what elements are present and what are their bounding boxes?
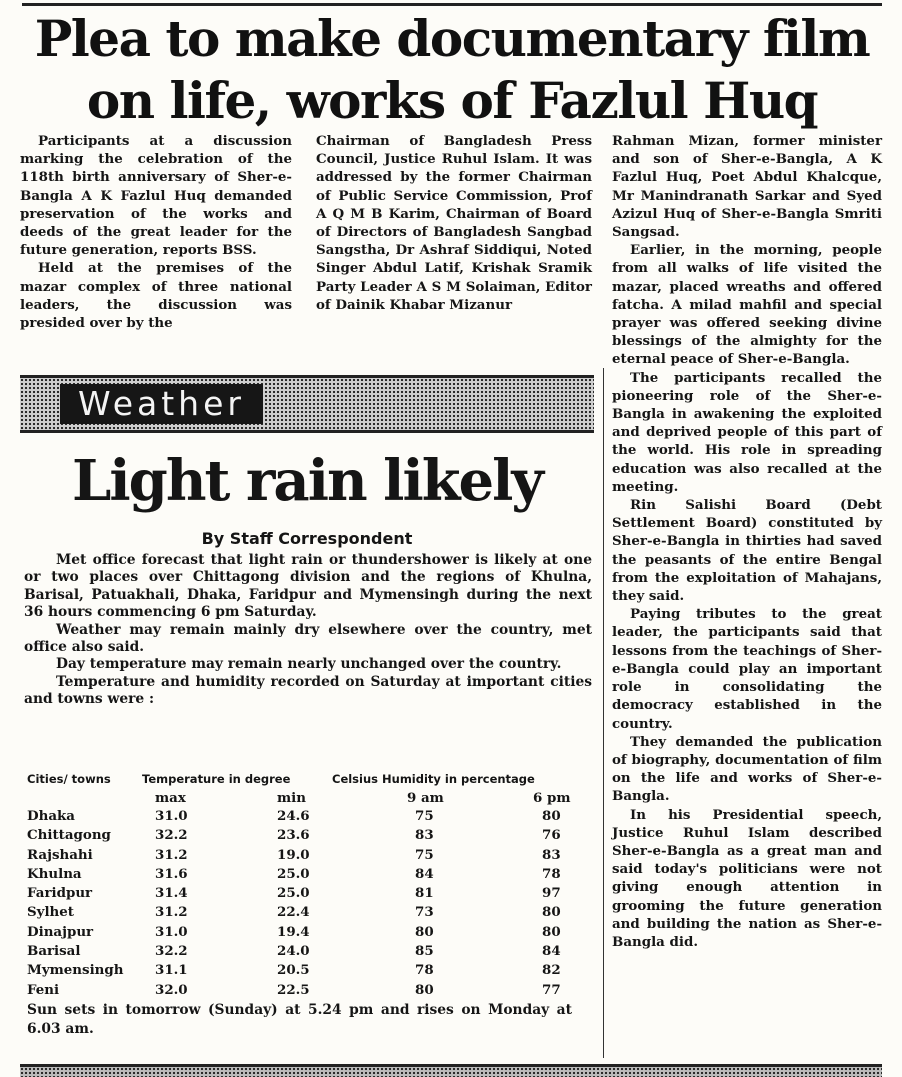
min-temp-cell: 22.4	[277, 904, 310, 921]
humidity-9am-cell: 85	[415, 943, 434, 960]
humidity-9am-cell: 81	[415, 885, 434, 902]
max-temp-cell: 31.0	[155, 923, 188, 940]
min-temp-cell: 25.0	[277, 865, 310, 882]
subheader-6pm: 6 pm	[533, 790, 571, 806]
table-subheader	[27, 790, 572, 808]
min-temp-cell: 23.6	[277, 827, 310, 844]
humidity-6pm-cell: 97	[542, 885, 561, 902]
humidity-9am-cell: 78	[415, 962, 434, 979]
max-temp-cell: 32.0	[155, 981, 188, 998]
article-headline	[20, 8, 884, 132]
weather-paragraph: Met office forecast that light rain or thundershower is likely at one or two places over Chittagong division and the regions of Khulna, Barisal, Patuakhali, Dhaka, Faridpur and Mymensingh during the next 36 hours commencing 6 pm Saturday.	[24, 552, 592, 621]
humidity-6pm-cell: 83	[542, 846, 561, 863]
city-cell: Mymensingh	[27, 962, 124, 979]
article-column-1	[20, 132, 292, 332]
top-rule	[22, 3, 882, 6]
max-temp-cell: 31.6	[155, 865, 188, 882]
weather-headline: Light rain likely	[72, 448, 542, 514]
humidity-6pm-cell: 76	[542, 827, 561, 844]
city-cell: Feni	[27, 981, 60, 998]
humidity-9am-cell: 80	[415, 981, 434, 998]
min-temp-cell: 19.4	[277, 923, 310, 940]
humidity-9am-cell: 73	[415, 904, 434, 921]
table-row	[27, 962, 572, 981]
headline-line-1: Plea to make documentary film	[34, 9, 870, 68]
humidity-9am-cell: 75	[415, 808, 434, 824]
article-column-2	[316, 132, 592, 314]
humidity-6pm-cell: 84	[542, 943, 561, 960]
article-paragraph: Earlier, in the morning, people from all walks of life visited the mazar, placed wreaths and offered fatcha. A milad mahfil and special prayer was offered seeking divine blessings of the almighty for the eternal peace of Sher-e-Bangla.	[612, 242, 882, 368]
max-temp-cell: 31.0	[155, 808, 188, 824]
max-temp-cell: 32.2	[155, 827, 188, 844]
weather-body	[24, 552, 592, 709]
humidity-6pm-cell: 82	[542, 962, 561, 979]
humidity-9am-cell: 75	[415, 846, 434, 863]
table-row	[27, 982, 572, 1001]
city-cell: Khulna	[27, 865, 82, 882]
min-temp-cell: 20.5	[277, 962, 310, 979]
table-row	[27, 847, 572, 866]
weather-paragraph: Day temperature may remain nearly unchanged over the country.	[56, 656, 562, 673]
city-cell: Barisal	[27, 943, 81, 960]
article-paragraph: Paying tributes to the great leader, the participants said that lessons from the teachings of Sher-e-Bangla could play an important role in consolidating the democracy established in the country.	[612, 606, 882, 732]
max-temp-cell: 31.1	[155, 962, 188, 979]
subheader-9am: 9 am	[407, 790, 444, 806]
weather-byline: By Staff Correspondent	[201, 529, 413, 548]
weather-paragraph: Weather may remain mainly dry elsewhere over the country, met office also said.	[24, 621, 592, 656]
max-temp-cell: 31.4	[155, 885, 188, 902]
article-paragraph: Participants at a discussion marking the celebration of the 118th birth anniversary of Sher-e-Bangla A K Fazlul Huq demanded preservation of the works and deeds of the great leader for the future generation, reports BSS.	[20, 133, 292, 259]
max-temp-cell: 31.2	[155, 904, 188, 921]
header-celsius-humidity: Celsius Humidity in percentage	[332, 772, 535, 786]
min-temp-cell: 19.0	[277, 846, 310, 863]
city-cell: Rajshahi	[27, 846, 93, 863]
header-cities: Cities/ towns	[27, 772, 111, 786]
humidity-9am-cell: 80	[415, 923, 434, 940]
sunset-note: Sun sets in tomorrow (Sunday) at 5.24 pm and rises on Monday at 6.03 am.	[27, 1002, 572, 1037]
humidity-6pm-cell: 78	[542, 865, 561, 882]
humidity-6pm-cell: 80	[542, 904, 561, 921]
temperature-table	[27, 772, 572, 1001]
table-row	[27, 924, 572, 943]
article-column-3	[612, 132, 882, 951]
table-row	[27, 885, 572, 904]
table-row	[27, 943, 572, 962]
min-temp-cell: 24.6	[277, 808, 310, 824]
table-header	[27, 772, 572, 790]
humidity-9am-cell: 84	[415, 865, 434, 882]
city-cell: Dinajpur	[27, 923, 94, 940]
weather-paragraph: Temperature and humidity recorded on Saturday at important cities and towns were :	[24, 673, 592, 708]
article-paragraph: They demanded the publication of biography, documentation of film on the life and works of Sher-e-Bangla.	[612, 733, 882, 805]
article-paragraph: Chairman of Bangladesh Press Council, Justice Ruhul Islam. It was addressed by the former Chairman of Public Service Commission, Prof A Q M B Karim, Chairman of Board of Directors of Bangladesh Sangbad Sangstha, Dr Ashraf Siddiqui, Noted Singer Abdul Latif, Krishak Sramik Party Leader A S M Solaiman, Editor of Dainik Khabar Mizanur	[316, 133, 592, 313]
max-temp-cell: 32.2	[155, 943, 188, 960]
table-row	[27, 866, 572, 885]
article-paragraph: Held at the premises of the mazar complex of three national leaders, the discussion was presided over by the	[20, 260, 292, 332]
bottom-banner	[20, 1064, 882, 1077]
city-cell: Chittagong	[27, 827, 111, 844]
headline-line-2: on life, works of Fazlul Huq	[86, 71, 818, 130]
table-row	[27, 827, 572, 846]
table-row	[27, 808, 572, 827]
subheader-min: min	[277, 790, 306, 806]
humidity-9am-cell: 83	[415, 827, 434, 844]
city-cell: Faridpur	[27, 885, 93, 902]
humidity-6pm-cell: 77	[542, 981, 561, 998]
article-paragraph: Rahman Mizan, former minister and son of Sher-e-Bangla, A K Fazlul Huq, Poet Abdul Khalcque, Mr Manindranath Sarkar and Syed Azizul Huq of Sher-e-Bangla Smriti Sangsad.	[612, 133, 882, 241]
table-row	[27, 904, 572, 923]
max-temp-cell: 31.2	[155, 846, 188, 863]
min-temp-cell: 24.0	[277, 943, 310, 960]
humidity-6pm-cell: 80	[542, 923, 561, 940]
humidity-6pm-cell: 80	[542, 808, 561, 824]
min-temp-cell: 25.0	[277, 885, 310, 902]
article-paragraph: Rin Salishi Board (Debt Settlement Board) constituted by Sher-e-Bangla in thirties had saved the peasants of the entire Bengal from the exploitation of Mahajans, they said.	[612, 497, 882, 605]
header-temperature: Temperature in degree	[142, 772, 291, 786]
column-divider	[603, 368, 604, 1058]
min-temp-cell: 22.5	[277, 981, 310, 998]
weather-section-label: Weather	[60, 384, 263, 424]
weather-section-banner	[20, 375, 594, 433]
city-cell: Dhaka	[27, 808, 75, 824]
city-cell: Sylhet	[27, 904, 74, 921]
subheader-max: max	[155, 790, 186, 806]
article-paragraph: The participants recalled the pioneering role of the Sher-e-Bangla in awakening the exploited and deprived people of this part of the world. His role in spreading education was also recalled at the meeting.	[612, 369, 882, 495]
article-paragraph: In his Presidential speech, Justice Ruhul Islam described Sher-e-Bangla as a great man and said today's politicians were not giving enough attention in grooming the future generation and building the nation as Sher-e-Bangla did.	[612, 806, 882, 950]
table-rows	[27, 808, 572, 1001]
